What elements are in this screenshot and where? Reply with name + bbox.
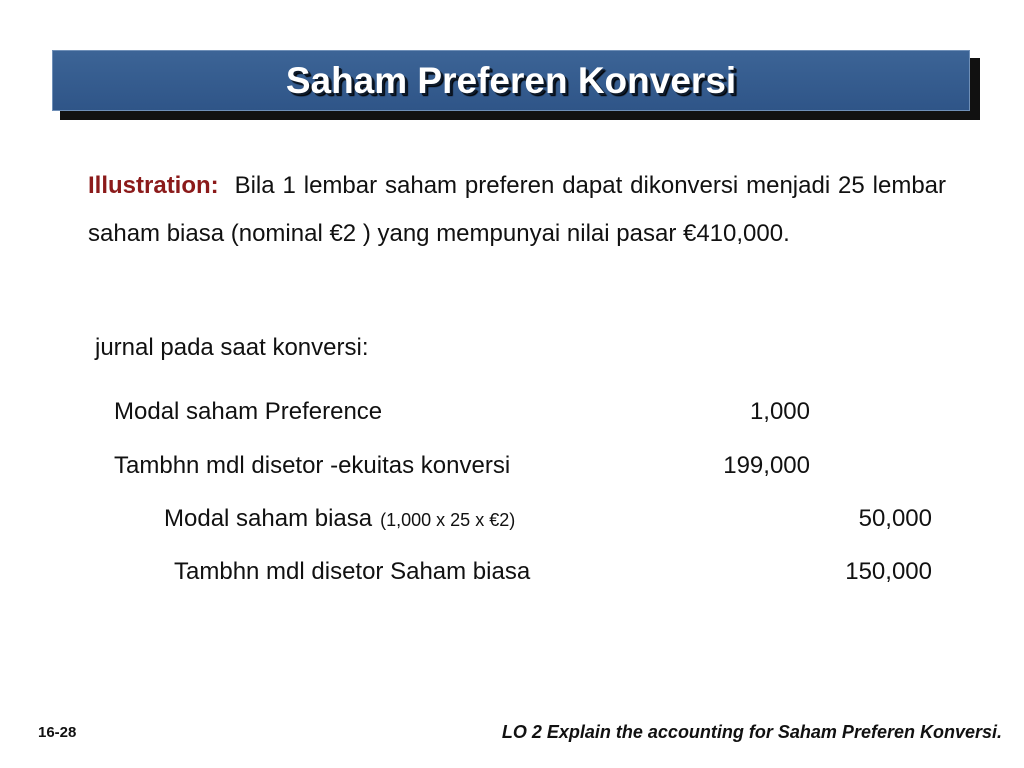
entry-account: Modal saham Preference xyxy=(114,398,383,425)
entry-account-wrapper xyxy=(164,501,515,538)
slide-title: Saham Preferen Konversi xyxy=(285,59,737,101)
entry-account: Tambhn mdl disetor -ekuitas konversi xyxy=(114,452,511,479)
entry-account: Tambhn mdl disetor Saham biasa xyxy=(174,558,531,585)
illustration-text: Bila 1 lembar saham preferen dapat dikonversi menjadi 25 lembar saham biasa (nominal €2 ) yang mempunyai nilai pasar €410,000. xyxy=(88,172,947,247)
journal-entry-row xyxy=(0,394,1024,430)
journal-entry-row xyxy=(0,501,1024,537)
entry-credit: 150,000 xyxy=(845,558,932,585)
entry-debit: 1,000 xyxy=(749,398,810,425)
entry-credit: 50,000 xyxy=(858,505,932,532)
illustration-label: Illustration: xyxy=(88,172,219,199)
entry-debit: 199,000 xyxy=(723,452,810,479)
title-bar xyxy=(52,50,970,111)
journal-entry-row xyxy=(0,448,1024,484)
journal-heading: jurnal pada saat konversi: xyxy=(95,334,369,361)
journal-entry-row xyxy=(0,554,1024,590)
page-number: 16-28 xyxy=(38,724,77,741)
illustration-paragraph xyxy=(88,162,946,258)
learning-objective: LO 2 Explain the accounting for Saham Preferen Konversi. xyxy=(501,722,1002,742)
entry-account: Modal saham biasa xyxy=(164,505,373,532)
entry-calculation: (1,000 x 25 x €2) xyxy=(380,510,516,530)
